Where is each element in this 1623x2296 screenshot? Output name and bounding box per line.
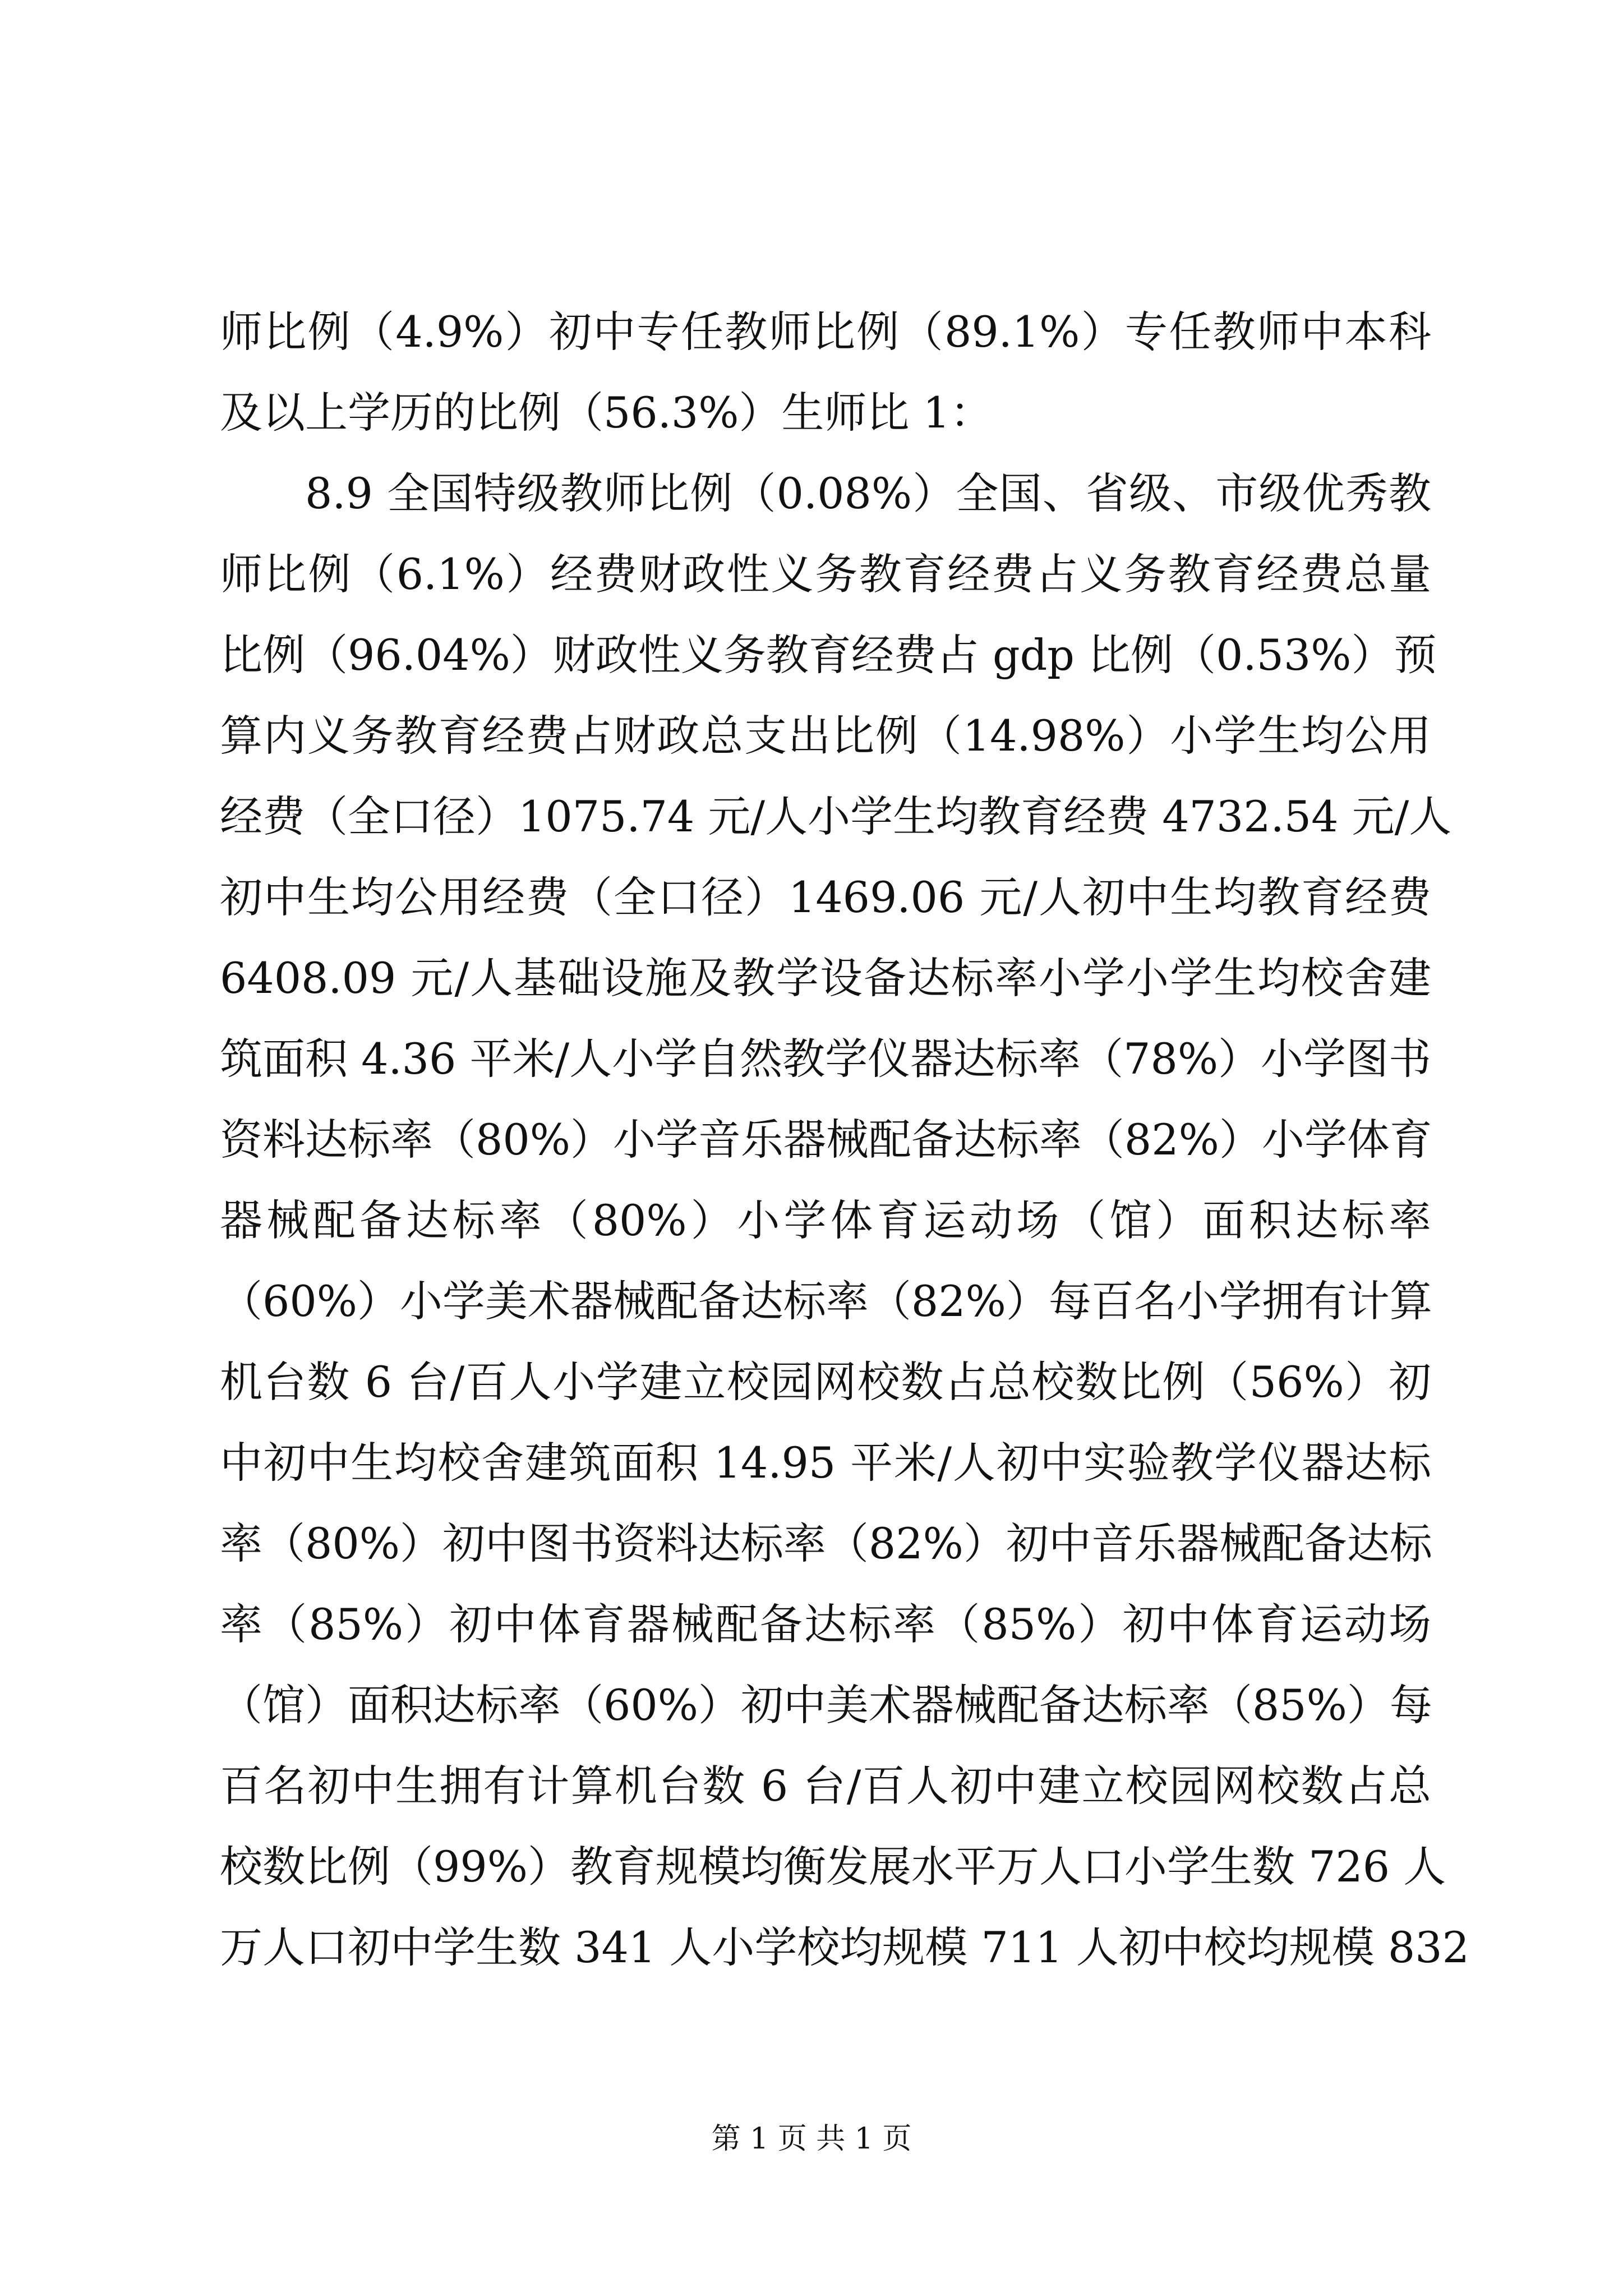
text-line: 筑面积 4.36 平米/人小学自然教学仪器达标率（78%）小学图书 bbox=[220, 1034, 1432, 1084]
text-line: 8.9 全国特级教师比例（0.08%）全国、省级、市级优秀教 bbox=[305, 468, 1431, 518]
text-line: 算内义务教育经费占财政总支出比例（14.98%）小学生均公用 bbox=[220, 711, 1431, 761]
text-line: 师比例（6.1%）经费财政性义务教育经费占义务教育经费总量 bbox=[220, 549, 1431, 599]
body-text bbox=[220, 292, 1469, 1988]
text-line: 万人口初中学生数 341 人小学校均规模 711 人初中校均规模 832 bbox=[220, 1922, 1469, 1972]
text-line: （60%）小学美术器械配备达标率（82%）每百名小学拥有计算 bbox=[220, 1276, 1432, 1326]
page-footer bbox=[0, 2119, 1623, 2159]
text-line: 经费（全口径）1075.74 元/人小学生均教育经费 4732.54 元/人 bbox=[220, 792, 1452, 841]
text-line: 师比例（4.9%）初中专任教师比例（89.1%）专任教师中本科 bbox=[220, 307, 1431, 357]
text-line: 比例（96.04%）财政性义务教育经费占 gdp 比例（0.53%）预 bbox=[220, 630, 1437, 680]
text-line: 校数比例（99%）教育规模均衡发展水平万人口小学生数 726 人 bbox=[220, 1842, 1446, 1892]
text-line: 资料达标率（80%）小学音乐器械配备达标率（82%）小学体育 bbox=[220, 1115, 1432, 1165]
text-line: 初中生均公用经费（全口径）1469.06 元/人初中生均教育经费 bbox=[220, 872, 1431, 922]
text-line: 器械配备达标率（80%）小学体育运动场（馆）面积达标率 bbox=[220, 1195, 1431, 1245]
text-line: 6408.09 元/人基础设施及教学设备达标率小学小学生均校舍建 bbox=[220, 953, 1431, 1003]
page-number-label: 第 1 页 共 1 页 bbox=[711, 2122, 912, 2156]
text-line: 及以上学历的比例（56.3%）生师比 1： bbox=[220, 388, 993, 438]
text-line: 百名初中生拥有计算机台数 6 台/百人初中建立校园网校数占总 bbox=[220, 1761, 1431, 1811]
text-line: （馆）面积达标率（60%）初中美术器械配备达标率（85%）每 bbox=[220, 1680, 1432, 1730]
text-line: 率（85%）初中体育器械配备达标率（85%）初中体育运动场 bbox=[220, 1599, 1431, 1649]
text-line: 中初中生均校舍建筑面积 14.95 平米/人初中实验教学仪器达标 bbox=[220, 1438, 1431, 1488]
text-line: 率（80%）初中图书资料达标率（82%）初中音乐器械配备达标 bbox=[220, 1519, 1432, 1568]
text-line: 机台数 6 台/百人小学建立校园网校数占总校数比例（56%）初 bbox=[220, 1357, 1431, 1407]
